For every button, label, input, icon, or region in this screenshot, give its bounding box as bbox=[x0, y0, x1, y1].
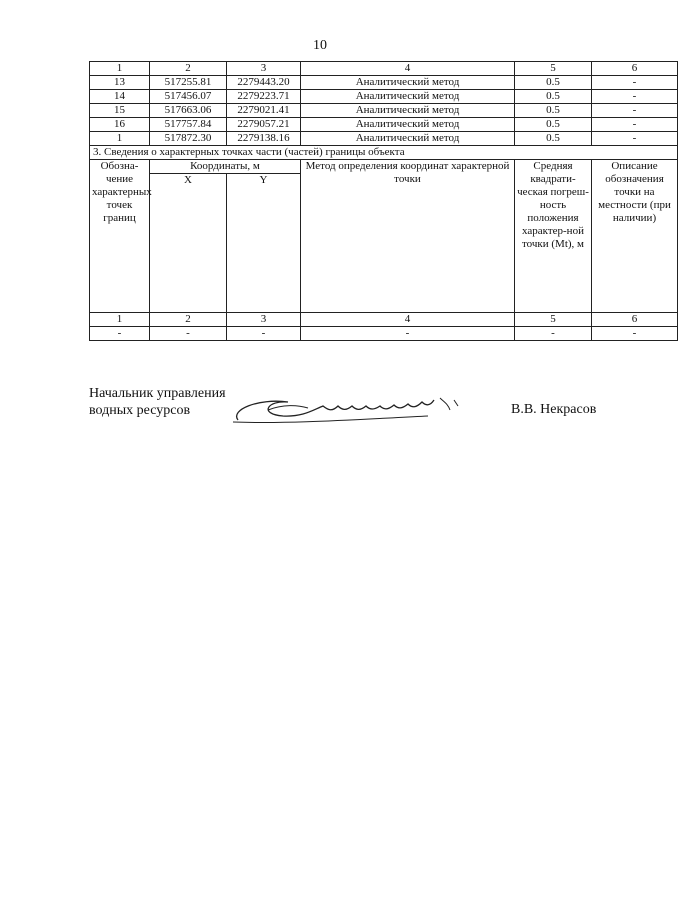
col-point-header: Обозна-чение характерных точек границ bbox=[90, 160, 150, 313]
y-cell: 2279443.20 bbox=[227, 76, 301, 90]
point-cell: 1 bbox=[90, 132, 150, 146]
table-row bbox=[90, 104, 678, 118]
dash-cell: - bbox=[227, 327, 301, 341]
col-description-header: Описание обозначения точки на местности (при наличии) bbox=[592, 160, 678, 313]
y-cell: 2279138.16 bbox=[227, 132, 301, 146]
description-cell: - bbox=[592, 132, 678, 146]
point-cell: 14 bbox=[90, 90, 150, 104]
x-cell: 517255.81 bbox=[150, 76, 227, 90]
table-row bbox=[90, 132, 678, 146]
coordinates-table bbox=[89, 61, 678, 341]
header-number-cell: 4 bbox=[301, 313, 515, 327]
header-number-cell: 1 bbox=[90, 313, 150, 327]
col-accuracy-header: Средняя квадрати-ческая погреш-ность положения характер-ной точки (Mt), м bbox=[515, 160, 592, 313]
col-x-header: X bbox=[150, 174, 227, 313]
header-number-cell: 6 bbox=[592, 62, 678, 76]
accuracy-cell: 0.5 bbox=[515, 118, 592, 132]
y-cell: 2279021.41 bbox=[227, 104, 301, 118]
header-number-cell: 3 bbox=[227, 313, 301, 327]
col-y-header: Y bbox=[227, 174, 301, 313]
dash-cell: - bbox=[90, 327, 150, 341]
dash-cell: - bbox=[301, 327, 515, 341]
header-row bbox=[90, 160, 678, 174]
point-cell: 16 bbox=[90, 118, 150, 132]
table-row bbox=[90, 327, 678, 341]
position-line: Начальник управления bbox=[89, 386, 226, 401]
method-cell: Аналитический метод bbox=[301, 76, 515, 90]
col-coords-header: Координаты, м bbox=[150, 160, 301, 174]
header-number-cell: 2 bbox=[150, 62, 227, 76]
header-number-cell: 5 bbox=[515, 62, 592, 76]
col-method-header: Метод определения координат характерной точки bbox=[301, 160, 515, 313]
signer-position bbox=[89, 385, 226, 419]
second-number-row bbox=[90, 313, 678, 327]
accuracy-cell: 0.5 bbox=[515, 132, 592, 146]
table-row bbox=[90, 90, 678, 104]
table-row bbox=[90, 118, 678, 132]
header-number-cell: 2 bbox=[150, 313, 227, 327]
x-cell: 517872.30 bbox=[150, 132, 227, 146]
section-title-row bbox=[90, 146, 678, 160]
accuracy-cell: 0.5 bbox=[515, 76, 592, 90]
header-number-cell: 4 bbox=[301, 62, 515, 76]
accuracy-cell: 0.5 bbox=[515, 90, 592, 104]
header-number-cell: 1 bbox=[90, 62, 150, 76]
table-row bbox=[90, 76, 678, 90]
point-cell: 15 bbox=[90, 104, 150, 118]
x-cell: 517757.84 bbox=[150, 118, 227, 132]
handwritten-signature bbox=[228, 380, 488, 430]
header-number-cell: 6 bbox=[592, 313, 678, 327]
header-number-row bbox=[90, 62, 678, 76]
method-cell: Аналитический метод bbox=[301, 90, 515, 104]
position-line: водных ресурсов bbox=[89, 403, 191, 418]
section-title: 3. Сведения о характерных точках части (частей) границы объекта bbox=[90, 146, 678, 160]
x-cell: 517663.06 bbox=[150, 104, 227, 118]
y-cell: 2279057.21 bbox=[227, 118, 301, 132]
header-number-cell: 3 bbox=[227, 62, 301, 76]
point-cell: 13 bbox=[90, 76, 150, 90]
description-cell: - bbox=[592, 76, 678, 90]
page-number: 10 bbox=[313, 38, 327, 53]
description-cell: - bbox=[592, 118, 678, 132]
method-cell: Аналитический метод bbox=[301, 132, 515, 146]
header-number-cell: 5 bbox=[515, 313, 592, 327]
description-cell: - bbox=[592, 104, 678, 118]
signer-name: В.В. Некрасов bbox=[511, 402, 597, 417]
dash-cell: - bbox=[592, 327, 678, 341]
x-cell: 517456.07 bbox=[150, 90, 227, 104]
dash-cell: - bbox=[515, 327, 592, 341]
description-cell: - bbox=[592, 90, 678, 104]
method-cell: Аналитический метод bbox=[301, 118, 515, 132]
y-cell: 2279223.71 bbox=[227, 90, 301, 104]
method-cell: Аналитический метод bbox=[301, 104, 515, 118]
dash-cell: - bbox=[150, 327, 227, 341]
accuracy-cell: 0.5 bbox=[515, 104, 592, 118]
